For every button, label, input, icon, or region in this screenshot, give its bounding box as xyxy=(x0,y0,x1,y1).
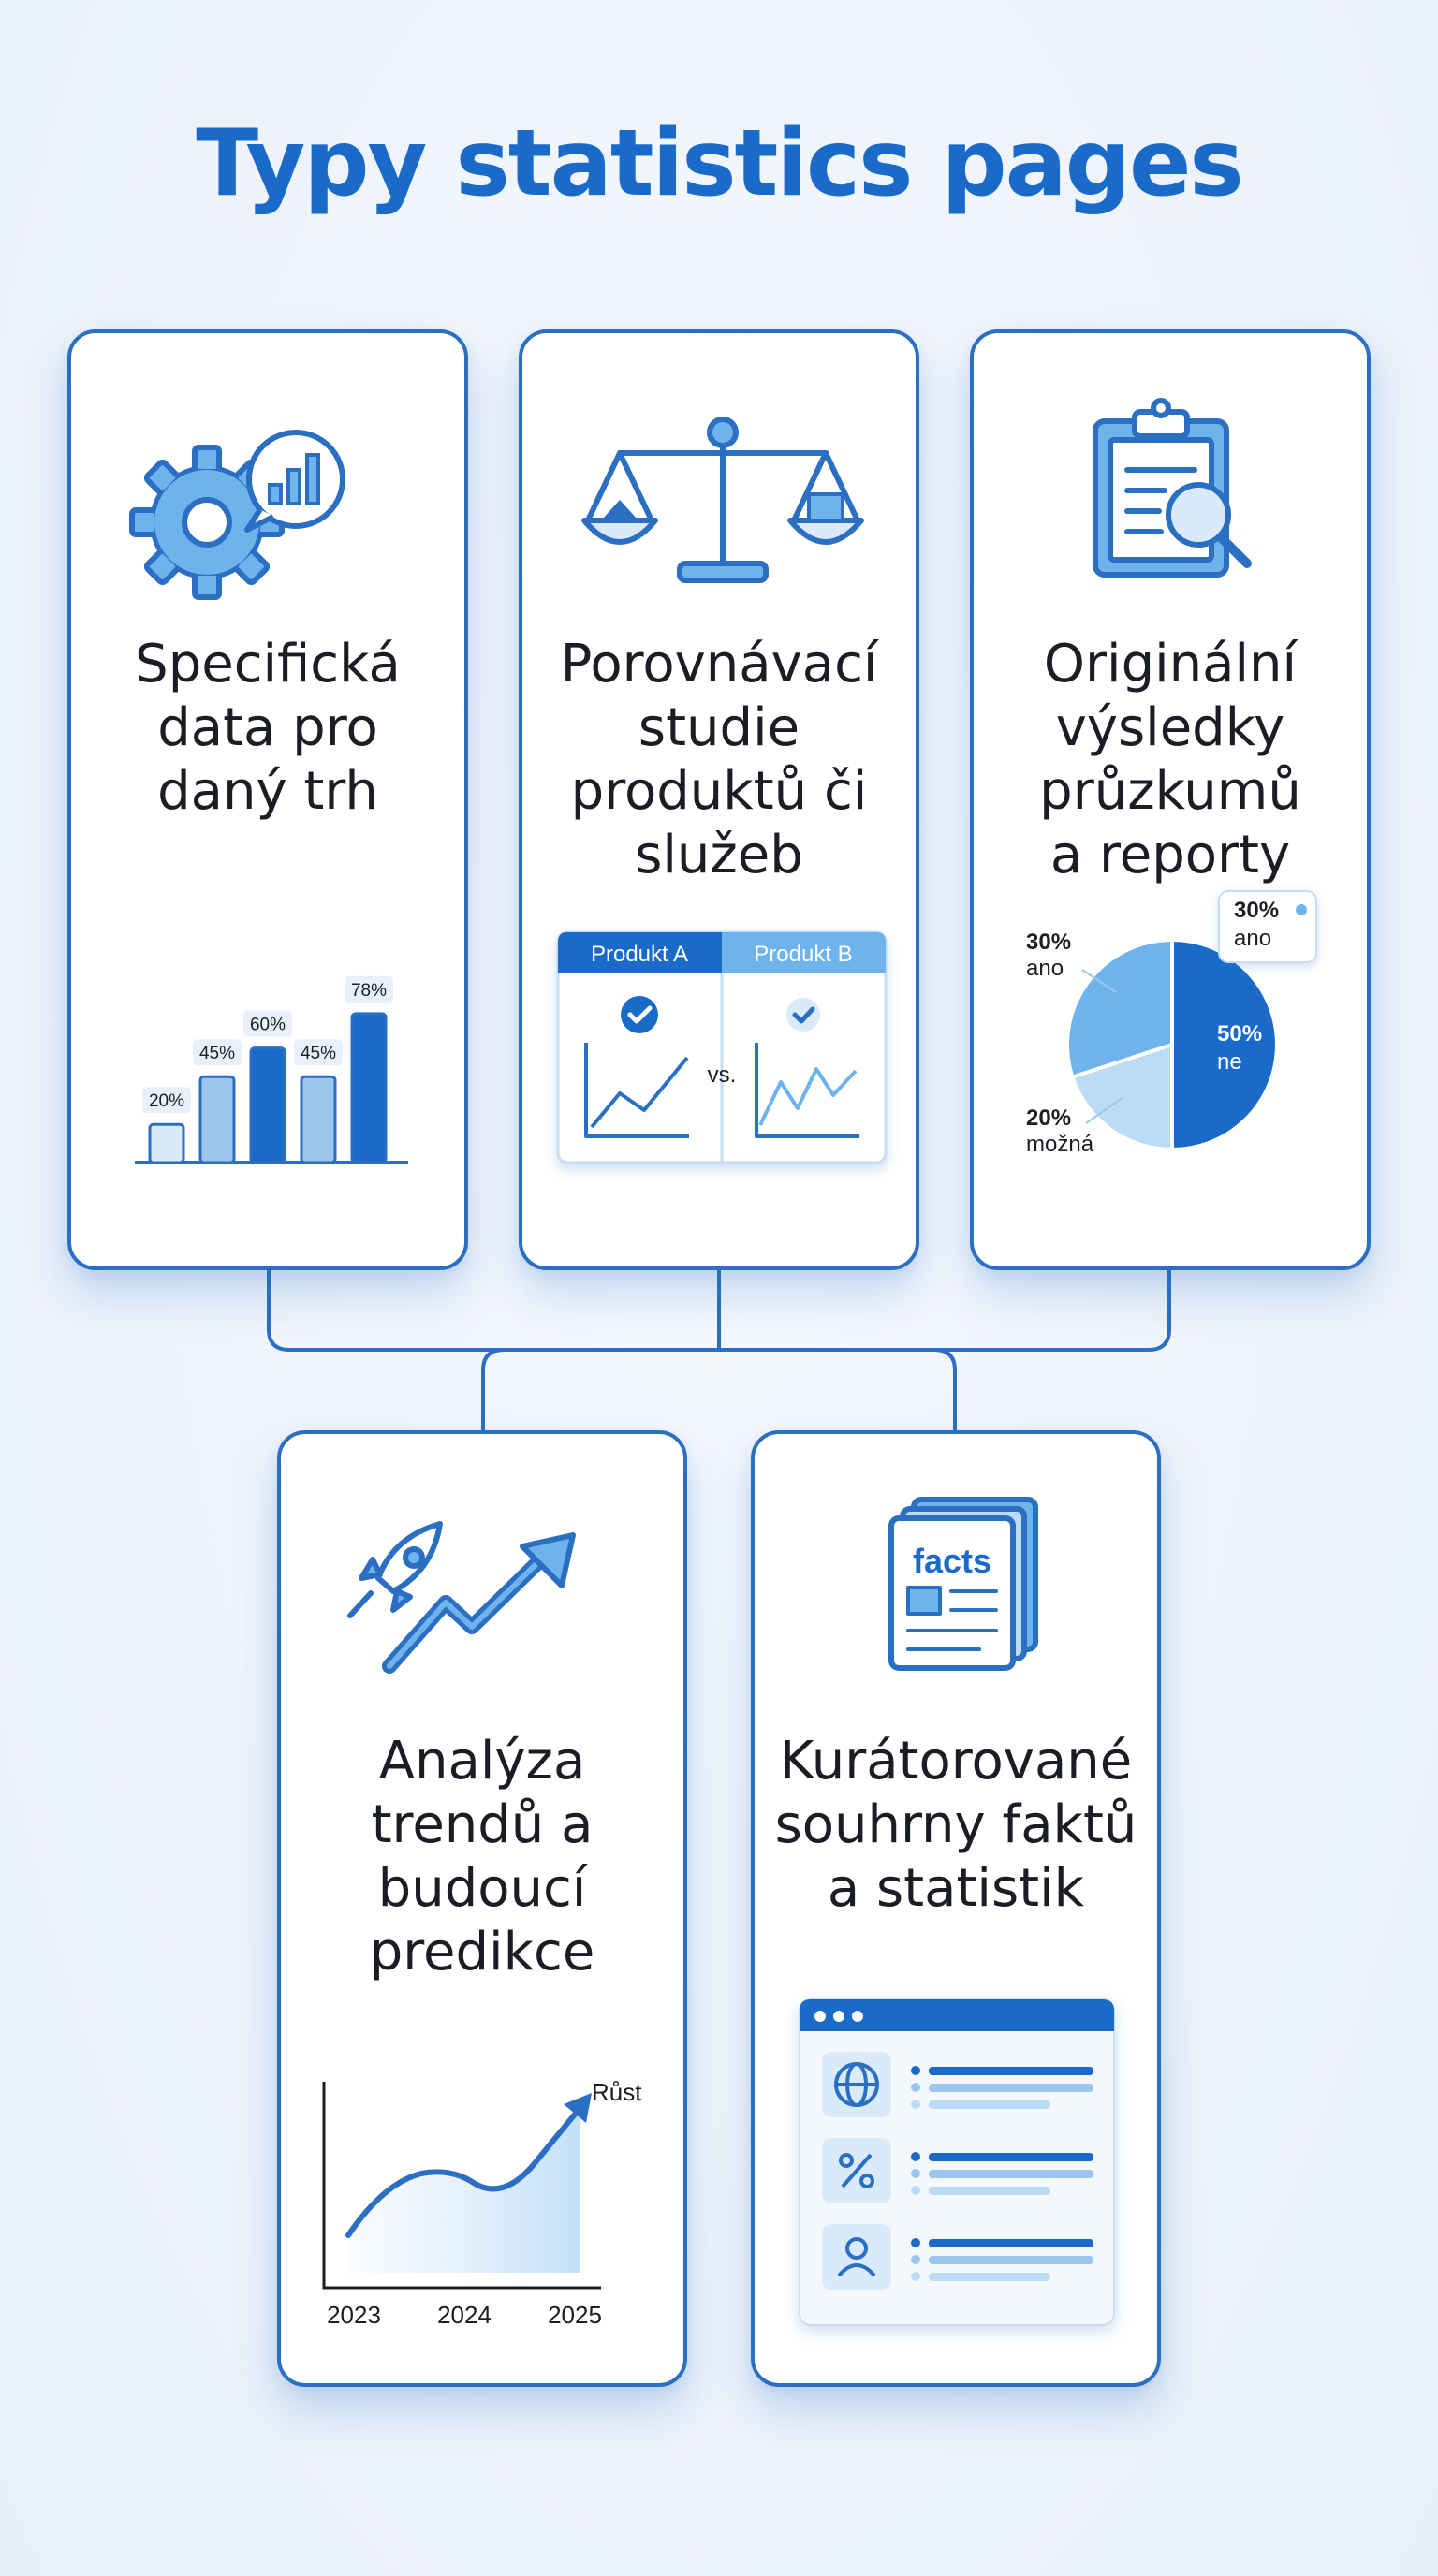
chart-bar xyxy=(150,1124,183,1163)
card-title-line: průzkumů xyxy=(1039,761,1301,822)
window-titlebar xyxy=(800,1999,1114,2031)
card-title-line: studie xyxy=(638,697,800,758)
card-title-line: Originální xyxy=(1043,634,1298,695)
chart-bar xyxy=(200,1076,234,1163)
bar-value-label: 60% xyxy=(249,1015,286,1035)
vs-label: vs. xyxy=(707,1062,737,1088)
pie-label-ne: ne xyxy=(1217,1049,1242,1075)
pie-value-mozna: 20% xyxy=(1026,1105,1072,1131)
card-title-line: data pro xyxy=(157,697,378,758)
facts-list-window xyxy=(755,1986,1165,2342)
card-trend-analysis xyxy=(277,1430,687,2387)
pie-value-ne: 50% xyxy=(1217,1021,1263,1046)
card-market-data xyxy=(67,329,468,1270)
callout-label: ano xyxy=(1234,926,1272,951)
trend-chart xyxy=(281,2052,691,2333)
rocket-growth-icon xyxy=(281,1481,691,1696)
pie-label-mozna: možná xyxy=(1026,1132,1094,1157)
clipboard-search-icon xyxy=(974,380,1374,614)
card-curated-facts xyxy=(751,1430,1161,2387)
card-title-line: Analýza xyxy=(378,1731,586,1792)
pie-value-ano: 30% xyxy=(1026,929,1072,955)
card-title-line: Kurátorované xyxy=(779,1731,1133,1792)
check-icon xyxy=(621,996,658,1033)
bar-value-label: 78% xyxy=(350,980,388,1001)
card-title-line: služeb xyxy=(635,825,803,886)
card-comparison-studies xyxy=(519,329,919,1270)
gear-chart-icon xyxy=(71,380,472,614)
bar-value-label: 20% xyxy=(148,1091,185,1112)
facts-documents-icon xyxy=(755,1481,1165,1696)
x-tick-label: 2024 xyxy=(437,2301,492,2329)
card-title xyxy=(71,633,464,824)
pie-chart xyxy=(974,898,1374,1204)
card-title-line: výsledky xyxy=(1055,697,1285,758)
card-title-line: predikce xyxy=(369,1922,595,1983)
check-icon xyxy=(786,998,820,1032)
trend-annotation: Růst xyxy=(592,2078,642,2106)
product-a-label: Produkt A xyxy=(590,942,689,967)
card-title-line: souhrny faktů xyxy=(774,1794,1137,1855)
page-title: Typy statistics pages xyxy=(196,110,1242,217)
comparison-table xyxy=(522,932,923,1194)
x-tick-label: 2023 xyxy=(327,2301,381,2329)
card-title-line: a reporty xyxy=(1049,825,1291,886)
card-title xyxy=(974,633,1367,887)
bar-value-label: 45% xyxy=(300,1044,337,1064)
facts-label: facts xyxy=(912,1542,992,1580)
card-title-line: a statistik xyxy=(827,1858,1085,1919)
bar-value-label: 45% xyxy=(198,1044,236,1064)
card-original-research xyxy=(970,329,1371,1270)
card-title-line: daný trh xyxy=(157,761,378,822)
card-title-line: trendů a xyxy=(371,1794,594,1855)
x-tick-label: 2025 xyxy=(548,2301,602,2329)
card-title-line: Porovnávací xyxy=(560,634,878,695)
pie-label-ano: ano xyxy=(1026,956,1064,981)
bar-chart xyxy=(71,914,472,1194)
callout-value: 30% xyxy=(1234,898,1280,923)
card-title xyxy=(281,1730,683,1984)
card-title-line: Specifická xyxy=(135,634,401,695)
chart-bar xyxy=(352,1014,386,1163)
chart-bar xyxy=(251,1048,285,1163)
card-title-line: produktů či xyxy=(570,761,868,822)
product-b-label: Produkt B xyxy=(754,942,853,967)
scales-icon xyxy=(522,380,923,614)
card-title-line: budoucí xyxy=(377,1858,587,1919)
card-title xyxy=(755,1730,1157,1921)
card-title xyxy=(522,633,916,887)
chart-bar xyxy=(301,1076,335,1163)
